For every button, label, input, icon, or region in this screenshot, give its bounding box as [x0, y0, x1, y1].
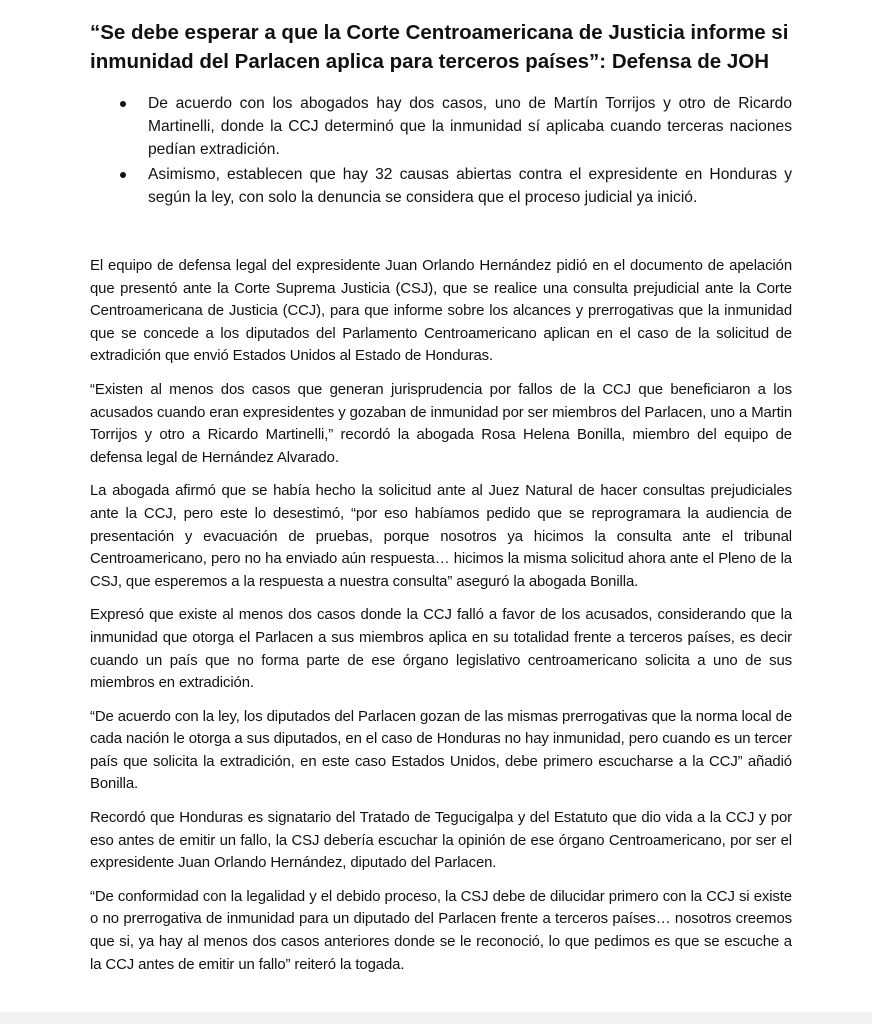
- body-paragraph: Recordó que Honduras es signatario del Tratado de Tegucigalpa y del Estatuto que dio vida a la CCJ y por eso antes de emitir un fallo, la CSJ debería escuchar la opinión de ese órgano Centroamericano, por ser el expresidente Juan Orlando Hernández, diputado del Parlacen.: [90, 810, 792, 872]
- body-paragraph: El equipo de defensa legal del expresidente Juan Orlando Hernández pidió en el documento de apelación que presentó ante la Corte Suprema Justicia (CSJ), que se realice una consulta prejudicial ante la Corte Centroamericana de Justicia (CCJ), para que informe sobre los alcances y prerrogativas que la inmunidad que se concede a los diputados del Parlamento Centroamericano aplican en el caso de la solicitud de extradición que envió Estados Unidos al Estado de Honduras.: [90, 258, 792, 365]
- body-paragraph: “De conformidad con la legalidad y el debido proceso, la CSJ debe de dilucidar primero con la CCJ si existe o no prerrogativa de inmunidad para un diputado del Parlacen frente a terceros países… nosotros creemos que si, ya hay al menos dos casos anteriores donde se le reconoció, lo que pedimos es que se escuche a la CCJ antes de emitir un fallo” reiteró la togada.: [90, 888, 792, 973]
- article-headline: “Se debe esperar a que la Corte Centroamericana de Justicia informe si inmunidad del Parlacen aplica para terceros países”: Defensa de JOH: [90, 21, 789, 73]
- summary-bullet-text: De acuerdo con los abogados hay dos casos, uno de Martín Torrijos y otro de Ricardo Martinelli, donde la CCJ determinó que la inmunidad sí aplicaba cuando terceras naciones pedían extradición.: [148, 95, 792, 158]
- body-paragraph: Expresó que existe al menos dos casos donde la CCJ falló a favor de los acusados, considerando que la inmunidad que otorga el Parlacen a sus miembros aplica en su totalidad frente a terceros países, es decir cuando un país que no forma parte de ese órgano legislativo centroamericano solicita a uno de sus miembros en extradición.: [90, 607, 792, 692]
- summary-bullet-text: Asimismo, establecen que hay 32 causas abiertas contra el expresidente en Honduras y según la ley, con solo la denuncia se considera que el proceso judicial ya inició.: [148, 166, 792, 206]
- bullet-dot-icon: [120, 172, 126, 178]
- bullet-dot-icon: [120, 101, 126, 107]
- body-paragraph: “Existen al menos dos casos que generan jurisprudencia por fallos de la CCJ que beneficiaron a los acusados cuando eran expresidentes y gozaban de inmunidad por ser miembros del Parlacen, uno a Martin Torrijos y otro a Ricardo Martinelli,” recordó la abogada Rosa Helena Bonilla, miembro del equipo de defensa legal de Hernández Alvarado.: [90, 381, 792, 466]
- summary-bullet: [90, 92, 792, 161]
- article-body: [90, 255, 792, 987]
- body-paragraph: La abogada afirmó que se había hecho la solicitud ante al Juez Natural de hacer consultas prejudiciales ante la CCJ, pero este lo desestimó, “por eso habíamos pedido que se reprogramara la audiencia de presentación y evacuación de pruebas, porque nosotros ya hicimos la consulta ante el tribunal Centroamericano, pero no ha enviado aún respuesta… hicimos la misma solicitud ahora ante el Pleno de la CSJ, que esperemos a la respuesta a nuestra consulta” aseguró la abogada Bonilla.: [90, 483, 792, 590]
- summary-bullet: [90, 163, 792, 209]
- page-bottom-edge: [0, 1012, 872, 1024]
- body-paragraph: “De acuerdo con la ley, los diputados del Parlacen gozan de las mismas prerrogativas que la norma local de cada nación le otorga a sus diputados, en el caso de Honduras no hay inmunidad, pero cuando es un tercer país que solicita la extradición, en este caso Estados Unidos, debe primero escucharse a la CCJ” añadió Bonilla.: [90, 708, 792, 793]
- summary-bullet-list: [90, 92, 792, 211]
